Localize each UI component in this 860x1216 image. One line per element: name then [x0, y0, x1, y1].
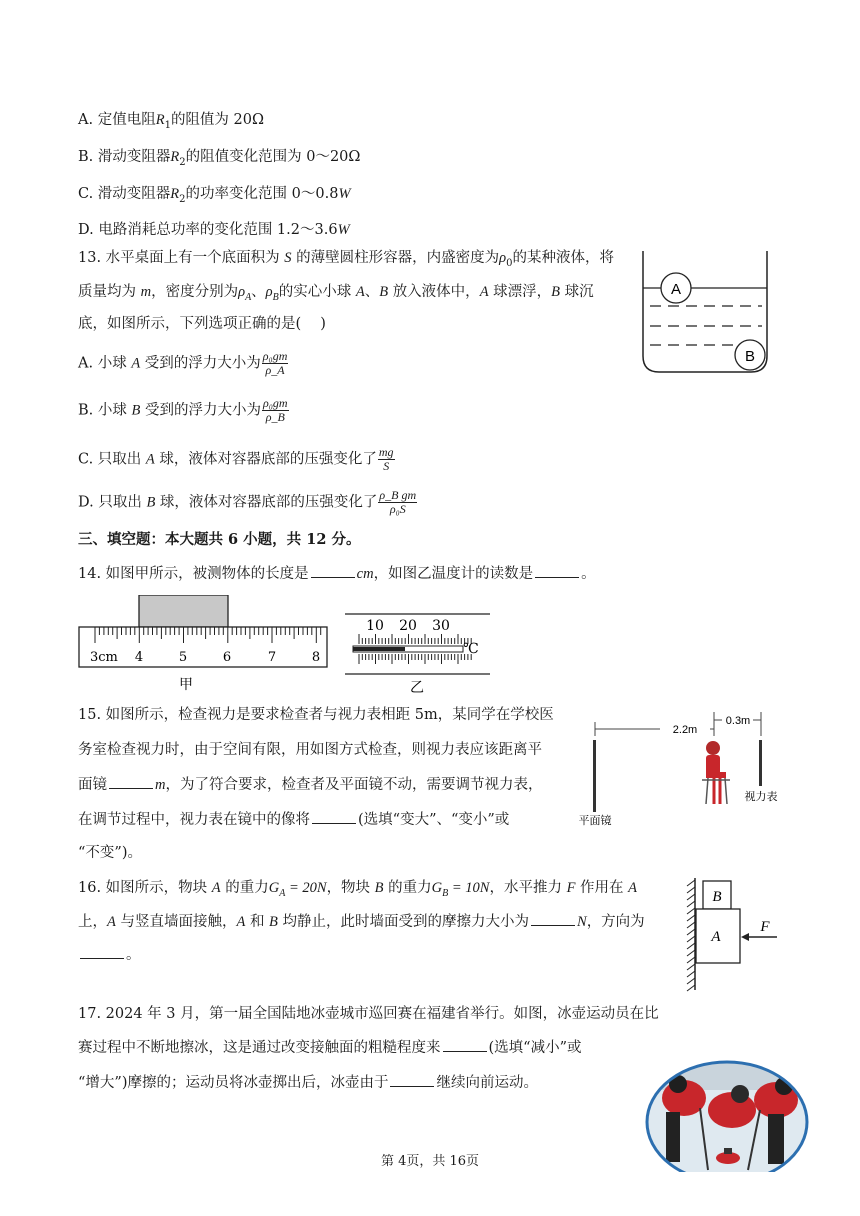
ruler-label-8: 8 [311, 650, 321, 665]
eye-chart-label: 视力表 [744, 790, 778, 803]
q13-option-a: A. 小球 A 受到的浮力大小为 $\frac{\text{ρ₀gm}}{\rho\_A}$ [78, 349, 288, 377]
thermo-label-20: 20 [399, 618, 417, 634]
q15-line1: 15. 如图所示，检查视力是要求检查者与视力表相距 5m，某同学在学校医 [78, 707, 554, 723]
q15-line5: “不变”)。 [78, 845, 142, 861]
q15-line3: 面镜 m，为了符合要求，检查者及平面镜不动，需要调节视力表， [78, 774, 542, 795]
block-b-label: B [712, 889, 722, 905]
q13-option-c: C. 只取出 A 球，液体对容器底部的压强变化了 $\frac{mg}{S}$ [78, 445, 394, 473]
q17-line3: “增大”)摩擦的；运动员将冰壶掷出后，冰壶由于 继续向前运动。 [78, 1072, 538, 1093]
thermo-label-30: 30 [432, 618, 450, 634]
q17-line2: 赛过程中不断地擦冰，这是通过改变接触面的粗糙程度来 (选填“减小”或 [78, 1037, 581, 1058]
mirror-label: 平面镜 [578, 814, 612, 827]
thermo-unit: ℃ [463, 641, 479, 657]
mercury-column [353, 647, 405, 651]
ruler-label-5: 5 [178, 650, 188, 665]
q15-line2: 务室检查视力时，由于空间有限，用如图方式检查，则视力表应该距离平 [78, 742, 542, 758]
q12-option-c: C. 滑动变阻器$R_2$的功率变化范围 0～0.8W [78, 186, 351, 205]
force-f-label: F [760, 919, 770, 935]
examinee-person [702, 741, 730, 804]
wall-block-figure [685, 874, 785, 994]
q13-option-b: B. 小球 B 受到的浮力大小为 $\frac{\text{ρ₀gm}}{\rho\_B}$ [78, 396, 288, 424]
eye-chart [759, 740, 762, 786]
section-3-header: 三、填空题：本大题共 6 小题，共 12 分。 [78, 531, 361, 548]
thermo-label-10: 10 [366, 618, 384, 634]
q13-line3: 底，如图所示，下列选项正确的是( ) [78, 316, 326, 332]
distance-label-0-3m: 0.3m [725, 715, 751, 727]
q13-container-figure [640, 248, 770, 376]
q17-line1: 17. 2024 年 3 月，第一届全国陆地冰壶城市巡回赛在福建省举行。如图，冰壶运动员在比 [78, 1006, 659, 1022]
ruler-label-6: 6 [222, 650, 232, 665]
q14-text: 14. 如图甲所示，被测物体的长度是 cm，如图乙温度计的读数是 。 [78, 563, 596, 584]
plane-mirror [593, 740, 596, 812]
ruler-label-3cm: 3cm [90, 650, 118, 665]
q13-line2: 质量均为 m，密度分别为$\rho_A$、$\rho_B$的实心小球 A、B 放入液体中，A 球漂浮，B 球沉 [78, 284, 594, 303]
q12-option-d: D. 电路消耗总功率的变化范围 1.2～3.6W [78, 222, 350, 238]
force-arrow-f [741, 933, 749, 941]
q12-option-b: B. 滑动变阻器$R_2$的阻值变化范围为 0～20Ω [78, 149, 361, 168]
ruler-label-7: 7 [267, 650, 277, 665]
eye-test-figure [570, 708, 785, 833]
ruler-caption: 甲 [179, 677, 193, 693]
block-a-label: A [711, 929, 721, 945]
ruler-figure [78, 595, 330, 693]
thermometer-caption: 乙 [410, 680, 424, 694]
measured-block [139, 595, 228, 627]
ruler-label-4: 4 [134, 650, 144, 665]
q15-line4: 在调节过程中，视力表在镜中的像将 (选填“变大”、“变小”或 [78, 809, 509, 830]
distance-label-2-2m: 2.2m [672, 724, 698, 736]
q12-option-a: A. 定值电阻$R_1$的阻值为 20Ω [78, 112, 265, 131]
page-footer: 第 4页，共 16页 [380, 1154, 480, 1169]
q13-line1: 13. 水平桌面上有一个底面积为 S 的薄壁圆柱形容器，内盛密度为$\rho_0$的某种液体，将 [78, 250, 614, 269]
q16-line1: 16. 如图所示，物块 A 的重力$G_A = 20N$，物块 B 的重力$G_B = 10N$，水平推力 F 作用在 A [78, 880, 637, 899]
q16-line2: 上，A 与竖直墙面接触，A 和 B 均静止，此时墙面受到的摩擦力大小为 N，方向为 [78, 911, 645, 932]
thermometer-figure [345, 608, 495, 694]
q16-line3: 。 [78, 944, 141, 965]
q13-option-d: D. 只取出 B 球，液体对容器底部的压强变化了 $\frac{\text{ρ\_B gm}}{\text{ρ₀S}}$ [78, 488, 417, 516]
ball-b-label: B [744, 348, 756, 365]
ball-a-label: A [670, 281, 682, 298]
